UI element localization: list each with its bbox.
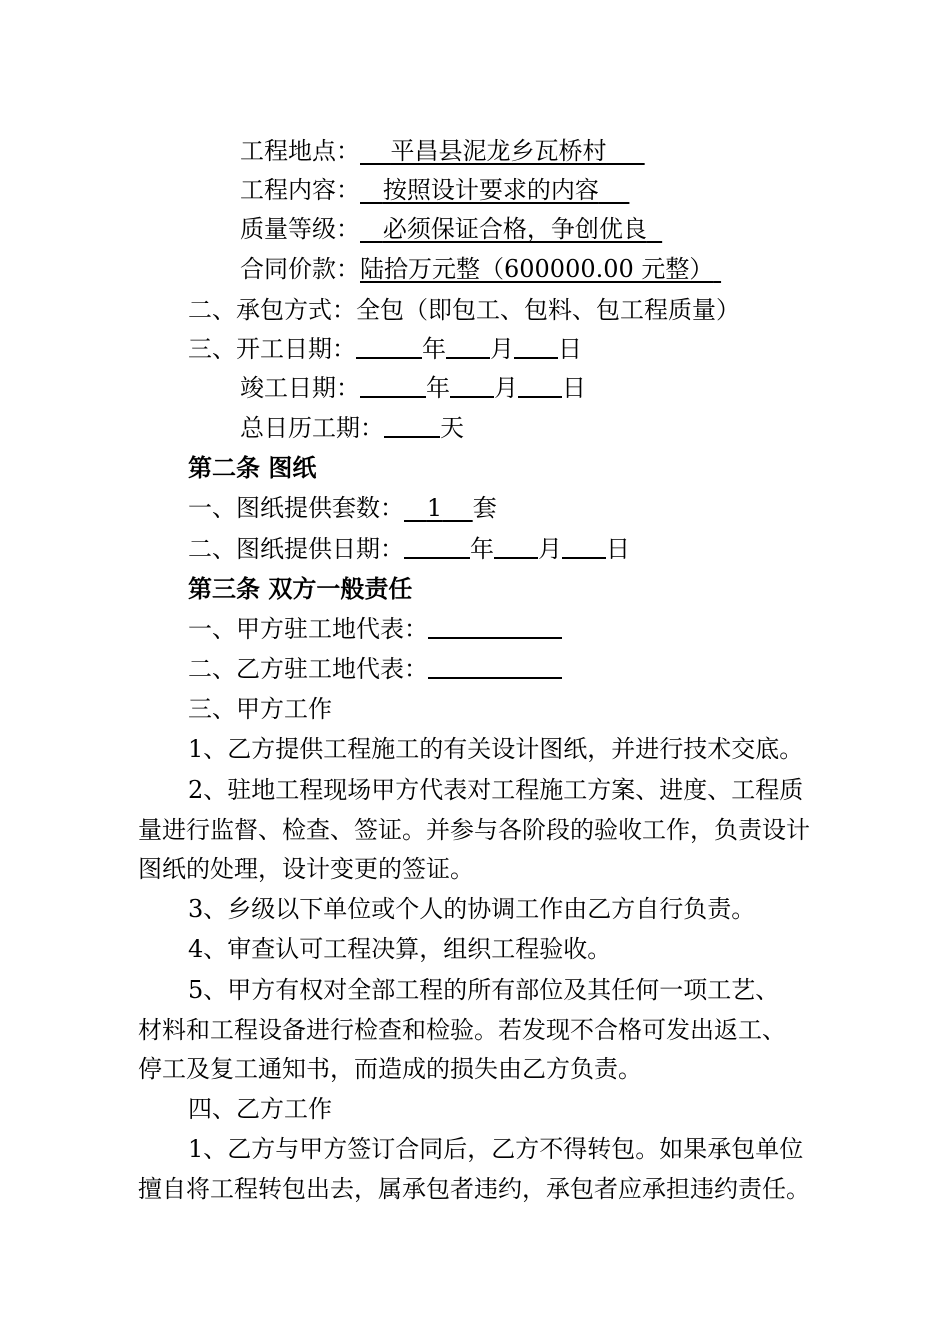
drawing-sets-line xyxy=(188,493,497,523)
day-text: 日 xyxy=(562,374,586,402)
party-a-duty-3: 3、乡级以下单位或个人的协调工作由乙方自行负责。 xyxy=(188,895,756,923)
rep-b-label: 二、乙方驻工地代表： xyxy=(188,655,428,683)
article2-heading: 第二条 图纸 xyxy=(188,453,317,482)
completion-date-label: 竣工日期： xyxy=(240,374,360,402)
total-duration-line xyxy=(240,413,464,443)
month-text: 月 xyxy=(538,535,562,563)
quality-grade-value: 必须保证合格，争创优良 xyxy=(382,215,647,243)
rep-a-label: 一、甲方驻工地代表： xyxy=(188,615,428,643)
drawing-sets-unit: 套 xyxy=(472,494,497,522)
party-a-duty-4: 4、审查认可工程决算，组织工程验收。 xyxy=(188,935,612,963)
project-location-value: 平昌县泥龙乡瓦桥村 xyxy=(390,137,607,165)
contract-price-line xyxy=(240,254,721,284)
end-day-blank xyxy=(518,374,562,398)
total-days-blank xyxy=(384,414,440,438)
party-a-duty-1: 1、乙方提供工程施工的有关设计图纸，并进行技术交底。 xyxy=(188,735,804,763)
rep-b-blank xyxy=(428,655,562,679)
party-b-duty-1-line1: 1、乙方与甲方签订合同后，乙方不得转包。如果承包单位 xyxy=(188,1135,804,1163)
month-text: 月 xyxy=(490,335,514,363)
project-location-line xyxy=(240,136,645,166)
drawing-date-label: 二、图纸提供日期： xyxy=(188,535,404,563)
quality-grade-label: 质量等级： xyxy=(240,215,360,243)
completion-date-line xyxy=(240,373,586,403)
party-a-duty-5-line2: 材料和工程设备进行检查和检验。若发现不合格可发出返工、 xyxy=(138,1016,786,1044)
party-a-duty-2-line2: 量进行监督、检查、签证。并参与各阶段的验收工作，负责设计 xyxy=(138,816,810,844)
year-text: 年 xyxy=(422,335,446,363)
rep-a-line xyxy=(188,614,562,644)
quality-grade-line xyxy=(240,214,662,244)
month-text: 月 xyxy=(494,374,518,402)
start-day-blank xyxy=(514,335,558,359)
day-text: 日 xyxy=(558,335,582,363)
project-content-line xyxy=(240,175,629,205)
year-text: 年 xyxy=(470,535,494,563)
party-b-duties-title: 四、乙方工作 xyxy=(188,1095,332,1123)
party-b-duty-1-line2: 擅自将工程转包出去，属承包者违约，承包者应承担违约责任。 xyxy=(138,1175,810,1203)
day-text: 日 xyxy=(606,535,630,563)
rep-b-line xyxy=(188,654,562,684)
drawing-date-line xyxy=(188,534,630,564)
drawing-year-blank xyxy=(404,535,470,559)
start-year-blank xyxy=(356,335,422,359)
contract-price-value: 陆拾万元整（600000.00 元整） xyxy=(360,255,714,283)
party-a-duty-5-line1: 5、甲方有权对全部工程的所有部位及其任何一项工艺、 xyxy=(188,976,780,1004)
drawing-sets-value: 1 xyxy=(426,494,443,522)
total-duration-label: 总日历工期： xyxy=(240,414,384,442)
days-unit-text: 天 xyxy=(440,414,464,442)
contract-price-label: 合同价款： xyxy=(240,255,360,283)
contract-mode-line: 二、承包方式：全包（即包工、包料、包工程质量） xyxy=(188,296,740,324)
project-location-label: 工程地点： xyxy=(240,137,360,165)
end-year-blank xyxy=(360,374,426,398)
drawing-month-blank xyxy=(494,535,538,559)
start-date-label: 三、开工日期： xyxy=(188,335,356,363)
article3-heading: 第三条 双方一般责任 xyxy=(188,574,413,603)
end-month-blank xyxy=(450,374,494,398)
rep-a-blank xyxy=(428,615,562,639)
project-content-label: 工程内容： xyxy=(240,176,360,204)
party-a-duty-5-line3: 停工及复工通知书，而造成的损失由乙方负责。 xyxy=(138,1055,642,1083)
party-a-duties-title: 三、甲方工作 xyxy=(188,695,332,723)
year-text: 年 xyxy=(426,374,450,402)
party-a-duty-2-line1: 2、驻地工程现场甲方代表对工程施工方案、进度、工程质 xyxy=(188,776,804,804)
party-a-duty-2-line3: 图纸的处理，设计变更的签证。 xyxy=(138,855,474,883)
project-content-value: 按照设计要求的内容 xyxy=(382,176,599,204)
start-month-blank xyxy=(446,335,490,359)
drawing-sets-label: 一、图纸提供套数： xyxy=(188,494,404,522)
start-date-line xyxy=(188,334,582,364)
drawing-day-blank xyxy=(562,535,606,559)
